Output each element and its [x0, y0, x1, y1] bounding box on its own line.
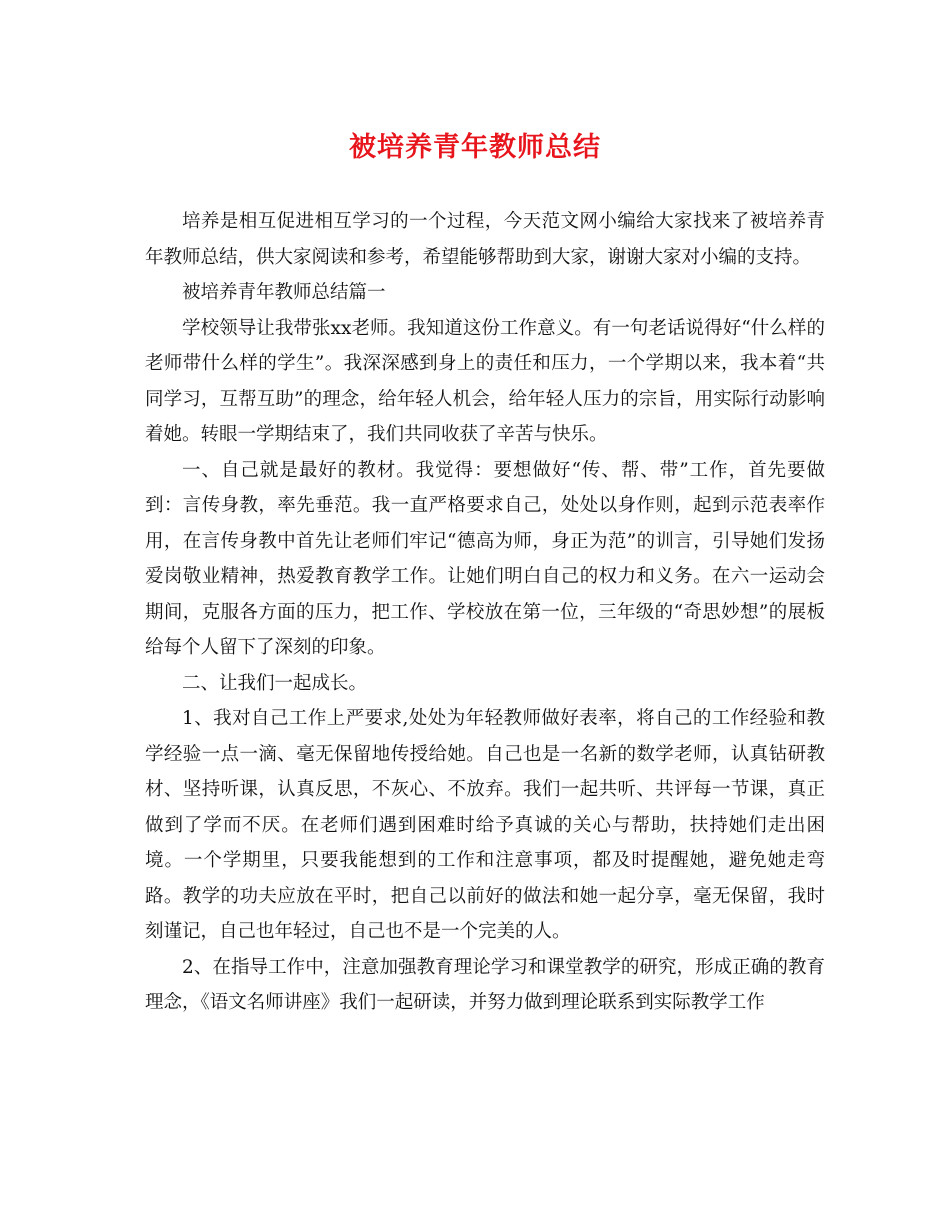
section-heading: 被培养青年教师总结篇一: [182, 282, 386, 303]
body-paragraph: 一、自己就是最好的教材。我觉得：要想做好“传、帮、带”工作，首先要做到：言传身教，率先垂范。我一直严格要求自己，处处以身作则，起到示范表率作用，在言传身教中首先让老师们牢记“德高为师，身正为范”的训言，引导她们发扬爱岗敬业精神，热爱教育教学工作。让她们明白自己的权力和义务。在六一运动会期间，克服各方面的压力，把工作、学校放在第一位，三年级的“奇思妙想”的展板给每个人留下了深刻的印象。: [145, 459, 825, 658]
body-paragraph: 1、我对自己工作上严要求,处处为年轻教师做好表率，将自己的工作经验和教学经验一点一滴、毫无保留地传授给她。自己也是一名新的数学老师，认真钻研教材、坚持听课，认真反思，不灰心、不放弃。我们一起共听、共评每一节课，真正做到了学而不厌。在老师们遇到困难时给予真诚的关心与帮助，扶持她们走出困境。一个学期里，只要我能想到的工作和注意事项，都及时提醒她，避免她走弯路。教学的功夫应放在平时，把自己以前好的做法和她一起分享，毫无保留，我时刻谨记，自己也年轻过，自己也不是一个完美的人。: [145, 708, 825, 942]
body-paragraph: 2、在指导工作中，注意加强教育理论学习和课堂教学的研究，形成正确的教育理念，《语文名师讲座》我们一起研读，并努力做到理论联系到实际教学工作: [145, 956, 825, 1013]
body-paragraph: 学校领导让我带张xx老师。我知道这份工作意义。有一句老话说得好“什么样的老师带什么样的学生”。我深深感到身上的责任和压力，一个学期以来，我本着“共同学习，互帮互助”的理念，给年轻人机会，给年轻人压力的宗旨，用实际行动影响着她。转眼一学期结束了，我们共同收获了辛苦与快乐。: [145, 317, 825, 445]
document-title: 被培养青年教师总结: [349, 132, 601, 163]
body-paragraph: 二、让我们一起成长。: [182, 672, 368, 694]
intro-paragraph: 培养是相互促进相互学习的一个过程，今天范文网小编给大家找来了被培养青年教师总结，供大家阅读和参考，希望能够帮助到大家，谢谢大家对小编的支持。: [145, 211, 825, 268]
document-body: [145, 204, 825, 1021]
